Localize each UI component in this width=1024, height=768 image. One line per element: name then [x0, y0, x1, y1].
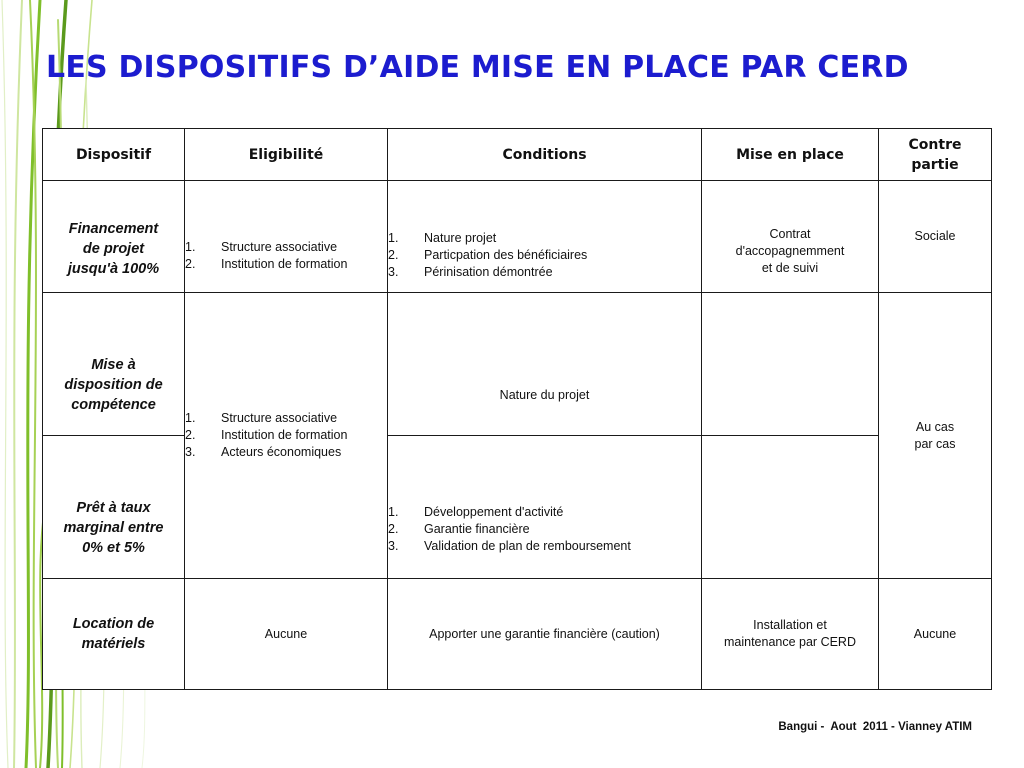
eligibility-list	[185, 239, 387, 273]
header-mise-en-place: Mise en place	[702, 129, 879, 181]
aid-schemes-table	[42, 128, 992, 690]
list-item: 3. Validation de plan de remboursement	[388, 539, 631, 553]
list-item: 1. Structure associative	[185, 411, 338, 425]
conditions-location: Apporter une garantie financière (caution)	[388, 579, 702, 690]
row-label-location: Location de matériels	[43, 579, 185, 690]
list-item: 1. Développement d'activité	[388, 505, 564, 519]
conditions-mise-a-disposition: Nature du projet	[388, 293, 702, 436]
row-label-mise-a-disposition: Mise à disposition de compétence	[43, 293, 185, 436]
eligibility-list	[185, 410, 387, 461]
table-header-row	[43, 129, 992, 181]
list-item: 2. Institution de formation	[185, 428, 348, 442]
mise-en-place-location: Installation et maintenance par CERD	[702, 579, 879, 690]
list-item: 3. Acteurs économiques	[185, 445, 342, 459]
table-row-mise-a-disposition	[43, 293, 992, 436]
eligibility-merged	[185, 293, 388, 579]
list-item: 1. Structure associative	[185, 239, 338, 254]
eligibility-financement	[185, 181, 388, 293]
list-item: 2. Garantie financière	[388, 522, 530, 536]
header-contre-partie-line1: Contre	[908, 136, 962, 153]
header-contre-partie-line2: partie	[911, 156, 959, 173]
header-conditions: Conditions	[388, 129, 702, 181]
list-item: 3. Périnisation démontrée	[388, 265, 553, 279]
eligibility-location: Aucune	[185, 579, 388, 690]
mise-en-place-pret	[702, 436, 879, 579]
row-label-pret: Prêt à taux marginal entre 0% et 5%	[43, 436, 185, 579]
mise-en-place-financement: Contrat d'accopagnemment et de suivi	[702, 181, 879, 293]
contre-partie-location: Aucune	[879, 579, 992, 690]
table-row-location	[43, 579, 992, 690]
list-item: 2. Particpation des bénéficiaires	[388, 248, 588, 262]
header-eligibilite: Eligibilité	[185, 129, 388, 181]
slide-title: LES DISPOSITIFS D’AIDE MISE EN PLACE PAR CERD	[46, 50, 909, 85]
header-dispositif: Dispositif	[43, 129, 185, 181]
conditions-list	[388, 504, 701, 555]
table-row-financement	[43, 181, 992, 293]
mise-en-place-mise-a-disposition	[702, 293, 879, 436]
conditions-financement	[388, 181, 702, 293]
row-label-financement: Financement de projet jusqu'à 100%	[43, 181, 185, 293]
header-contre-partie	[879, 129, 992, 181]
conditions-list	[388, 230, 701, 281]
list-item: 2. Institution de formation	[185, 256, 348, 271]
contre-partie-financement: Sociale	[879, 181, 992, 293]
slide-footer: Bangui - Aout 2011 - Vianney ATIM	[778, 721, 972, 733]
contre-partie-merged: Au cas par cas	[879, 293, 992, 579]
conditions-pret	[388, 436, 702, 579]
list-item: 1. Nature projet	[388, 231, 497, 245]
